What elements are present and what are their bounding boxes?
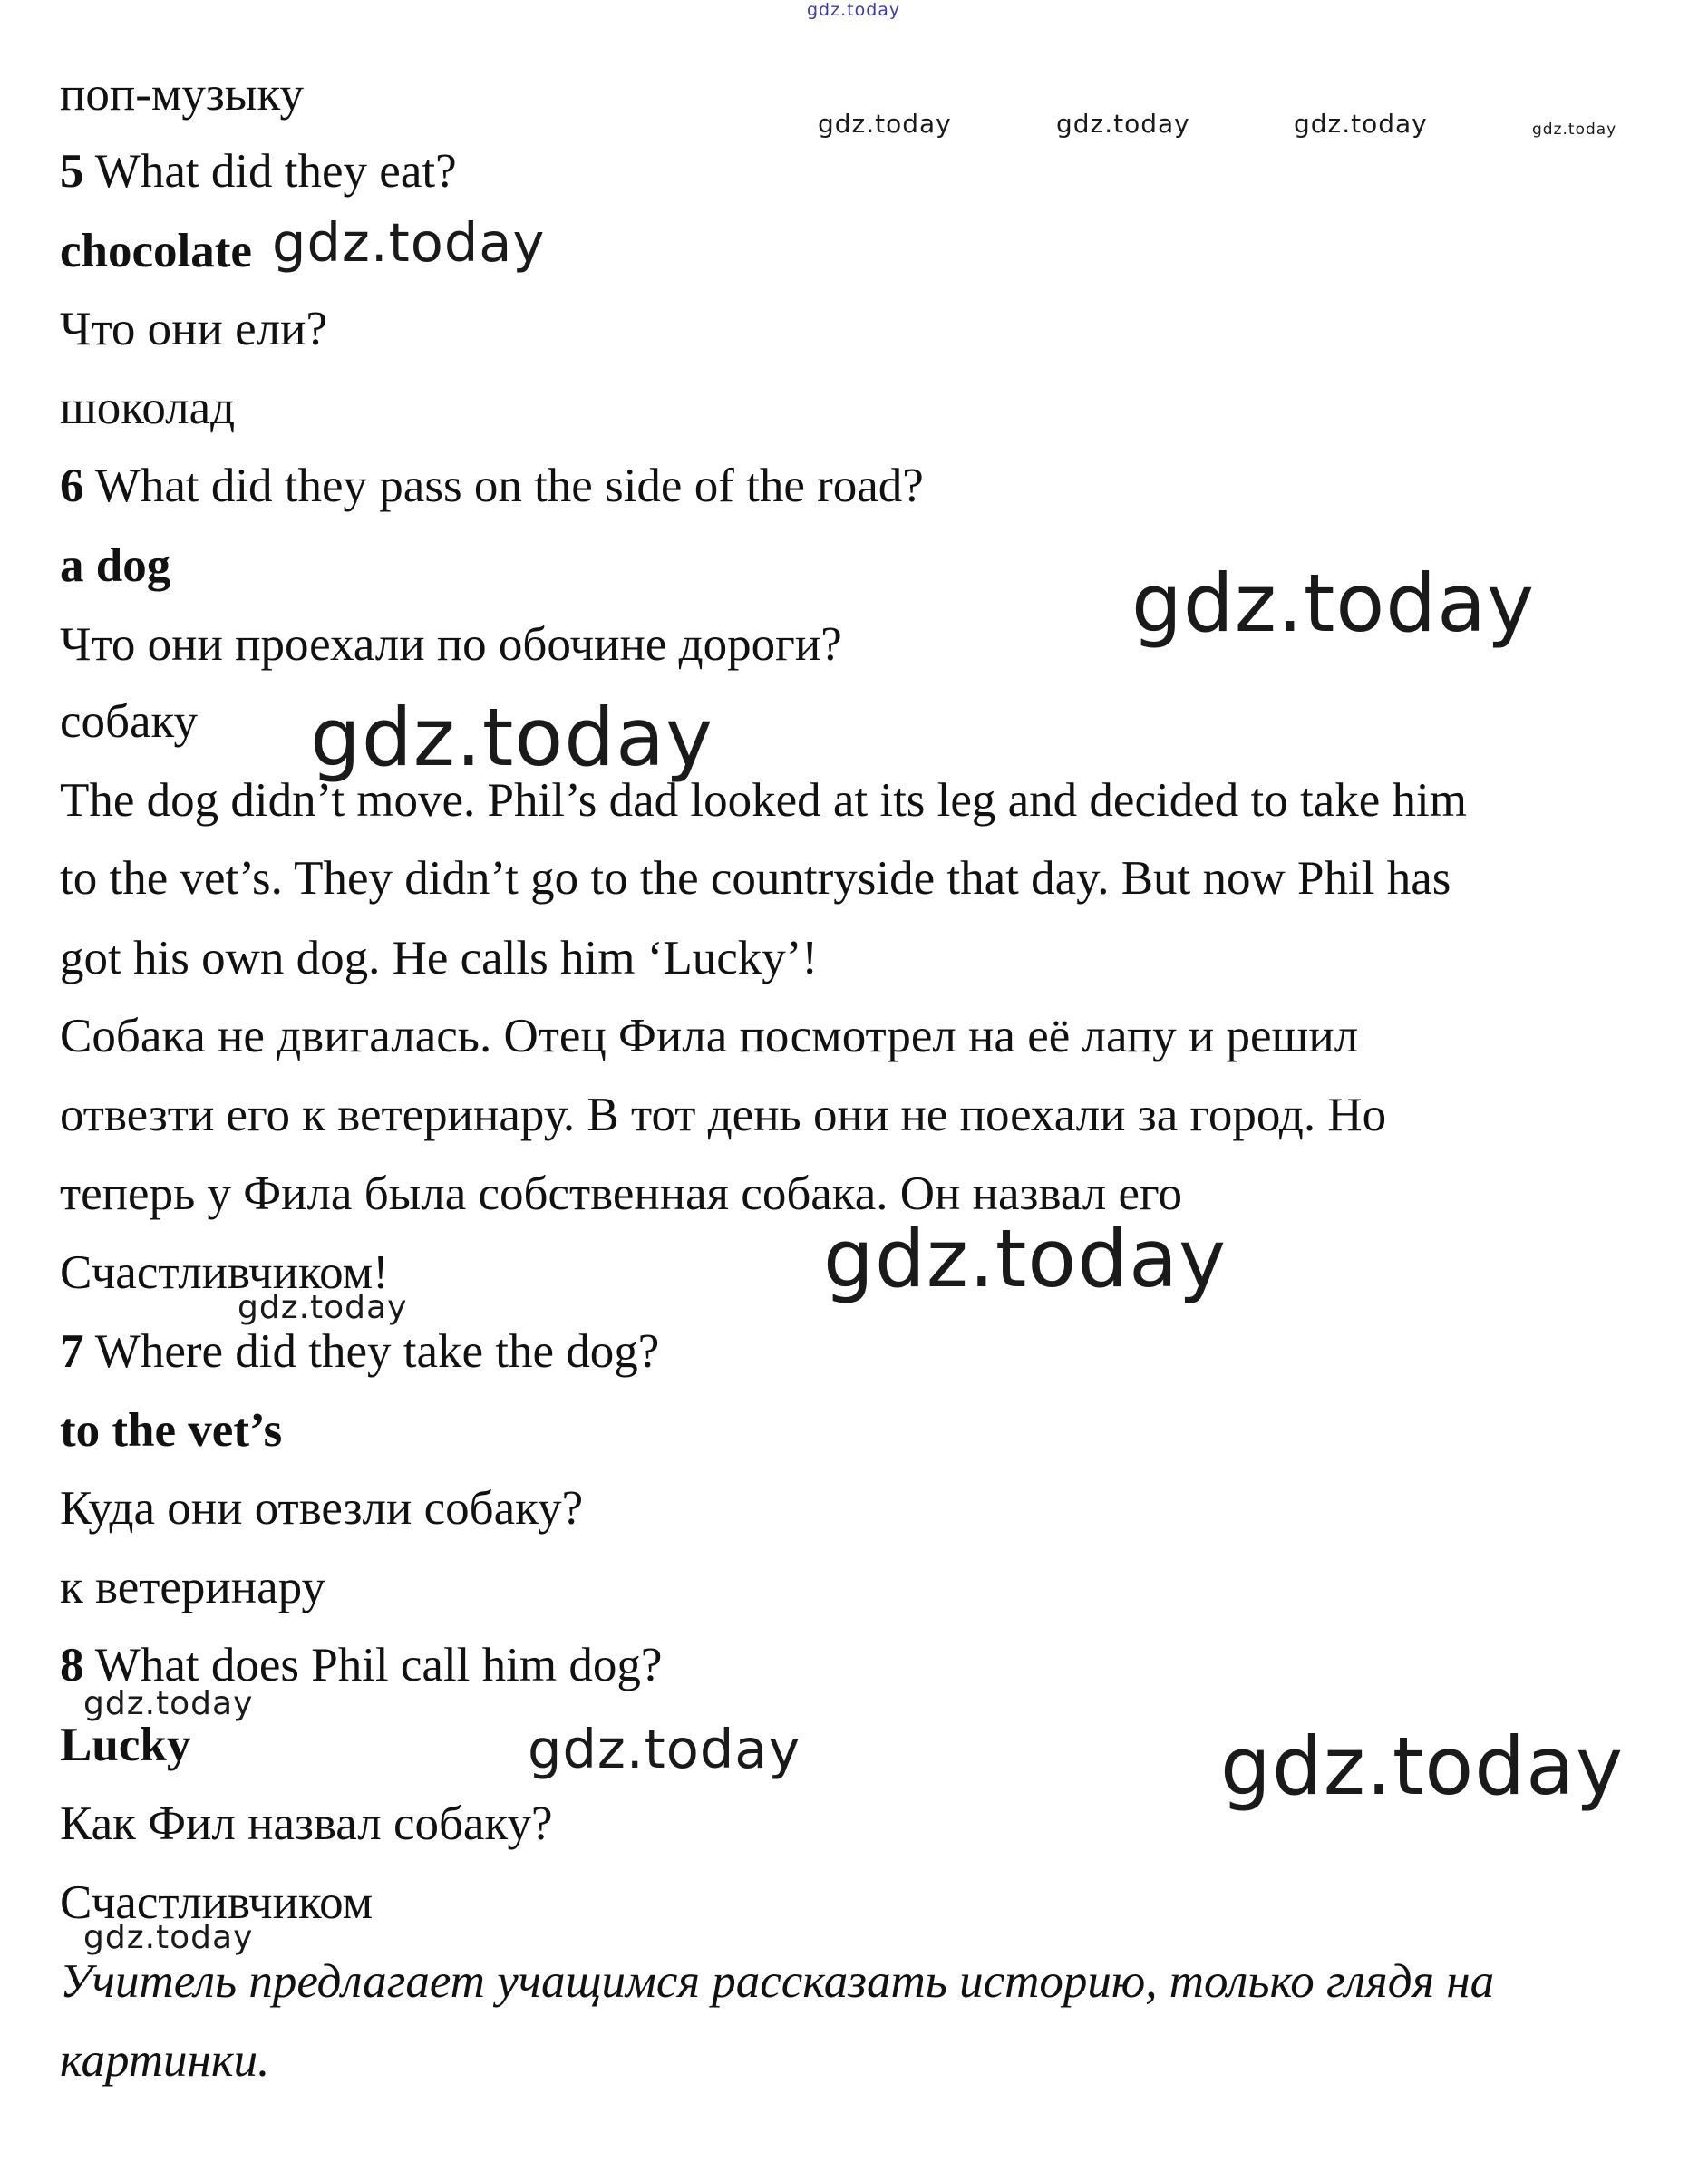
- question-text: Where did they take the dog?: [83, 1325, 660, 1378]
- question-number: 5: [60, 145, 84, 198]
- watermark: gdz.today: [83, 1685, 254, 1722]
- translation-line: Как Фил назвал собаку?: [60, 1798, 553, 1850]
- watermark: gdz.today: [83, 1919, 254, 1956]
- translation-line: шоколад: [60, 382, 236, 434]
- watermark: gdz.today: [1056, 109, 1190, 139]
- answer-line: поп-музыку: [60, 68, 304, 121]
- watermark: gdz.today: [1294, 109, 1428, 139]
- translation-line: к ветеринару: [60, 1561, 325, 1613]
- story-line: to the vet’s. They didn’t go to the countryside that day. But now Phil has: [60, 852, 1451, 905]
- translation-line: Что они проехали по обочине дороги?: [60, 618, 842, 671]
- watermark: gdz.today: [310, 691, 714, 784]
- answer-line: to the vet’s: [60, 1404, 283, 1457]
- question-number: 6: [60, 460, 84, 512]
- watermark: gdz.today: [238, 1289, 408, 1326]
- translation-line: Куда они отвезли собаку?: [60, 1482, 584, 1535]
- watermark: gdz.today: [528, 1718, 801, 1780]
- question-text: What did they pass on the side of the road?: [83, 460, 924, 512]
- watermark: gdz.today: [1220, 1720, 1625, 1813]
- story-line: The dog didn’t move. Phil’s dad looked at its leg and decided to take him: [60, 774, 1467, 827]
- watermark: gdz.today: [1131, 557, 1536, 650]
- watermark: gdz.today: [1532, 121, 1617, 139]
- watermark-top: gdz.today: [807, 0, 901, 20]
- question-number: 8: [60, 1639, 84, 1691]
- answer-line: chocolate: [60, 225, 252, 277]
- watermark: gdz.today: [272, 211, 546, 274]
- translation-line: собаку: [60, 695, 199, 748]
- question-8: [60, 1639, 663, 1691]
- question-5: [60, 145, 457, 198]
- translation-line: Что они ели?: [60, 303, 327, 355]
- story-translation-line: Собака не двигалась. Отец Фила посмотрел на её лапу и решил: [60, 1010, 1359, 1062]
- watermark: gdz.today: [818, 109, 952, 139]
- question-6: [60, 462, 924, 510]
- translation-line: Счастливчиком: [60, 1876, 374, 1929]
- watermark: gdz.today: [823, 1212, 1228, 1305]
- teacher-note-line: Учитель предлагает учащимся рассказать историю, только глядя на: [60, 1955, 1495, 2008]
- question-text: What did they eat?: [83, 145, 457, 198]
- answer-line: Lucky: [60, 1719, 191, 1771]
- story-translation-line: Счастливчиком!: [60, 1246, 389, 1299]
- question-7: [60, 1325, 660, 1378]
- teacher-note-line: картинки.: [60, 2034, 270, 2087]
- story-line: got his own dog. He calls him ‘Lucky’!: [60, 932, 819, 984]
- story-translation-line: отвезти его к ветеринару. В тот день они не поехали за город. Но: [60, 1089, 1387, 1141]
- answer-line: a dog: [60, 539, 171, 592]
- question-text: What does Phil call him dog?: [83, 1639, 663, 1691]
- story-translation-line: теперь у Фила была собственная собака. Он назвал его: [60, 1168, 1182, 1220]
- question-number: 7: [60, 1325, 84, 1378]
